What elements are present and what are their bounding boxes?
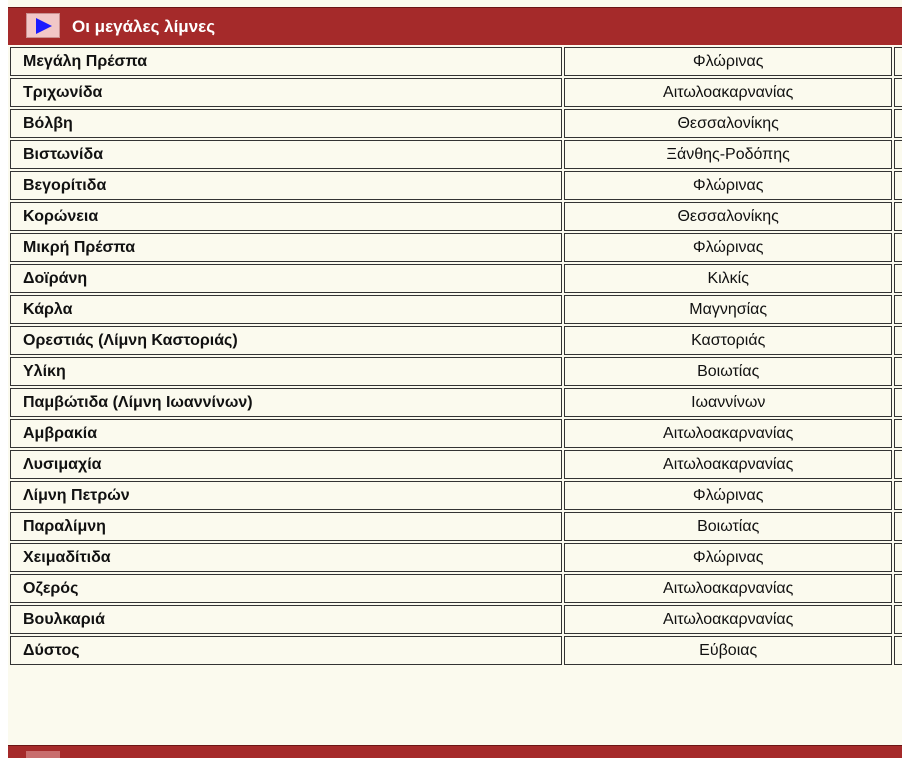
lake-name-cell: Αμβρακία: [10, 419, 562, 448]
extra-cell: [894, 543, 902, 572]
extra-cell: [894, 419, 902, 448]
extra-cell: [894, 171, 902, 200]
lake-name-cell: Μικρή Πρέσπα: [10, 233, 562, 262]
table-row: [10, 264, 902, 293]
table-row: [10, 78, 902, 107]
prefecture-cell: Θεσσαλονίκης: [564, 109, 892, 138]
prefecture-cell: Εύβοιας: [564, 636, 892, 665]
prefecture-cell: Καστοριάς: [564, 326, 892, 355]
table-row: [10, 47, 902, 76]
lake-name-cell: Παμβώτιδα (Λίμνη Ιωαννίνων): [10, 388, 562, 417]
lake-name-cell: Δύστος: [10, 636, 562, 665]
table-row: [10, 574, 902, 603]
table-row: [10, 171, 902, 200]
table-row: [10, 605, 902, 634]
lake-name-cell: Χειμαδίτιδα: [10, 543, 562, 572]
extra-cell: [894, 605, 902, 634]
prefecture-cell: Ξάνθης-Ροδόπης: [564, 140, 892, 169]
lake-name-cell: Μεγάλη Πρέσπα: [10, 47, 562, 76]
next-section-header[interactable]: [8, 745, 902, 758]
prefecture-cell: Αιτωλοακαρνανίας: [564, 78, 892, 107]
extra-cell: [894, 47, 902, 76]
top-strip: [8, 0, 902, 7]
prefecture-cell: Φλώρινας: [564, 543, 892, 572]
prefecture-cell: Αιτωλοακαρνανίας: [564, 419, 892, 448]
prefecture-cell: Βοιωτίας: [564, 512, 892, 541]
prefecture-cell: Ιωαννίνων: [564, 388, 892, 417]
lake-name-cell: Υλίκη: [10, 357, 562, 386]
table-row: [10, 295, 902, 324]
table-row: [10, 388, 902, 417]
extra-cell: [894, 636, 902, 665]
table-row: [10, 357, 902, 386]
lake-name-cell: Κορώνεια: [10, 202, 562, 231]
extra-cell: [894, 357, 902, 386]
table-row: [10, 326, 902, 355]
prefecture-cell: Φλώρινας: [564, 233, 892, 262]
prefecture-cell: Θεσσαλονίκης: [564, 202, 892, 231]
play-triangle-icon: [35, 17, 53, 35]
lake-name-cell: Τριχωνίδα: [10, 78, 562, 107]
section-title: Οι μεγάλες λίμνες: [72, 17, 216, 36]
table-row: [10, 636, 902, 665]
lake-name-cell: Βουλκαριά: [10, 605, 562, 634]
prefecture-cell: Κιλκίς: [564, 264, 892, 293]
extra-cell: [894, 264, 902, 293]
extra-cell: [894, 295, 902, 324]
lake-name-cell: Βιστωνίδα: [10, 140, 562, 169]
table-row: [10, 140, 902, 169]
table-row: [10, 233, 902, 262]
extra-cell: [894, 202, 902, 231]
extra-cell: [894, 233, 902, 262]
extra-cell: [894, 450, 902, 479]
table-row: [10, 109, 902, 138]
extra-cell: [894, 109, 902, 138]
expand-toggle-button[interactable]: [26, 13, 60, 38]
lake-name-cell: Ορεστιάς (Λίμνη Καστοριάς): [10, 326, 562, 355]
lake-name-cell: Λυσιμαχία: [10, 450, 562, 479]
table-row: [10, 512, 902, 541]
prefecture-cell: Φλώρινας: [564, 481, 892, 510]
extra-cell: [894, 388, 902, 417]
lakes-table: [8, 45, 902, 667]
lake-name-cell: Παραλίμνη: [10, 512, 562, 541]
lake-name-cell: Λίμνη Πετρών: [10, 481, 562, 510]
prefecture-cell: Αιτωλοακαρνανίας: [564, 450, 892, 479]
table-row: [10, 481, 902, 510]
lake-name-cell: Βόλβη: [10, 109, 562, 138]
extra-cell: [894, 512, 902, 541]
prefecture-cell: Βοιωτίας: [564, 357, 892, 386]
next-section-toggle-button[interactable]: [26, 751, 60, 758]
lake-name-cell: Οζερός: [10, 574, 562, 603]
extra-cell: [894, 326, 902, 355]
extra-cell: [894, 574, 902, 603]
left-margin: [0, 0, 8, 758]
lake-name-cell: Κάρλα: [10, 295, 562, 324]
table-row: [10, 419, 902, 448]
extra-cell: [894, 140, 902, 169]
lakes-table-container: [8, 45, 902, 745]
section-header-lakes[interactable]: [8, 7, 902, 45]
lake-name-cell: Δοϊράνη: [10, 264, 562, 293]
prefecture-cell: Φλώρινας: [564, 171, 892, 200]
lake-name-cell: Βεγορίτιδα: [10, 171, 562, 200]
table-row: [10, 450, 902, 479]
extra-cell: [894, 481, 902, 510]
prefecture-cell: Μαγνησίας: [564, 295, 892, 324]
prefecture-cell: Αιτωλοακαρνανίας: [564, 605, 892, 634]
table-row: [10, 202, 902, 231]
extra-cell: [894, 78, 902, 107]
table-row: [10, 543, 902, 572]
prefecture-cell: Αιτωλοακαρνανίας: [564, 574, 892, 603]
prefecture-cell: Φλώρινας: [564, 47, 892, 76]
